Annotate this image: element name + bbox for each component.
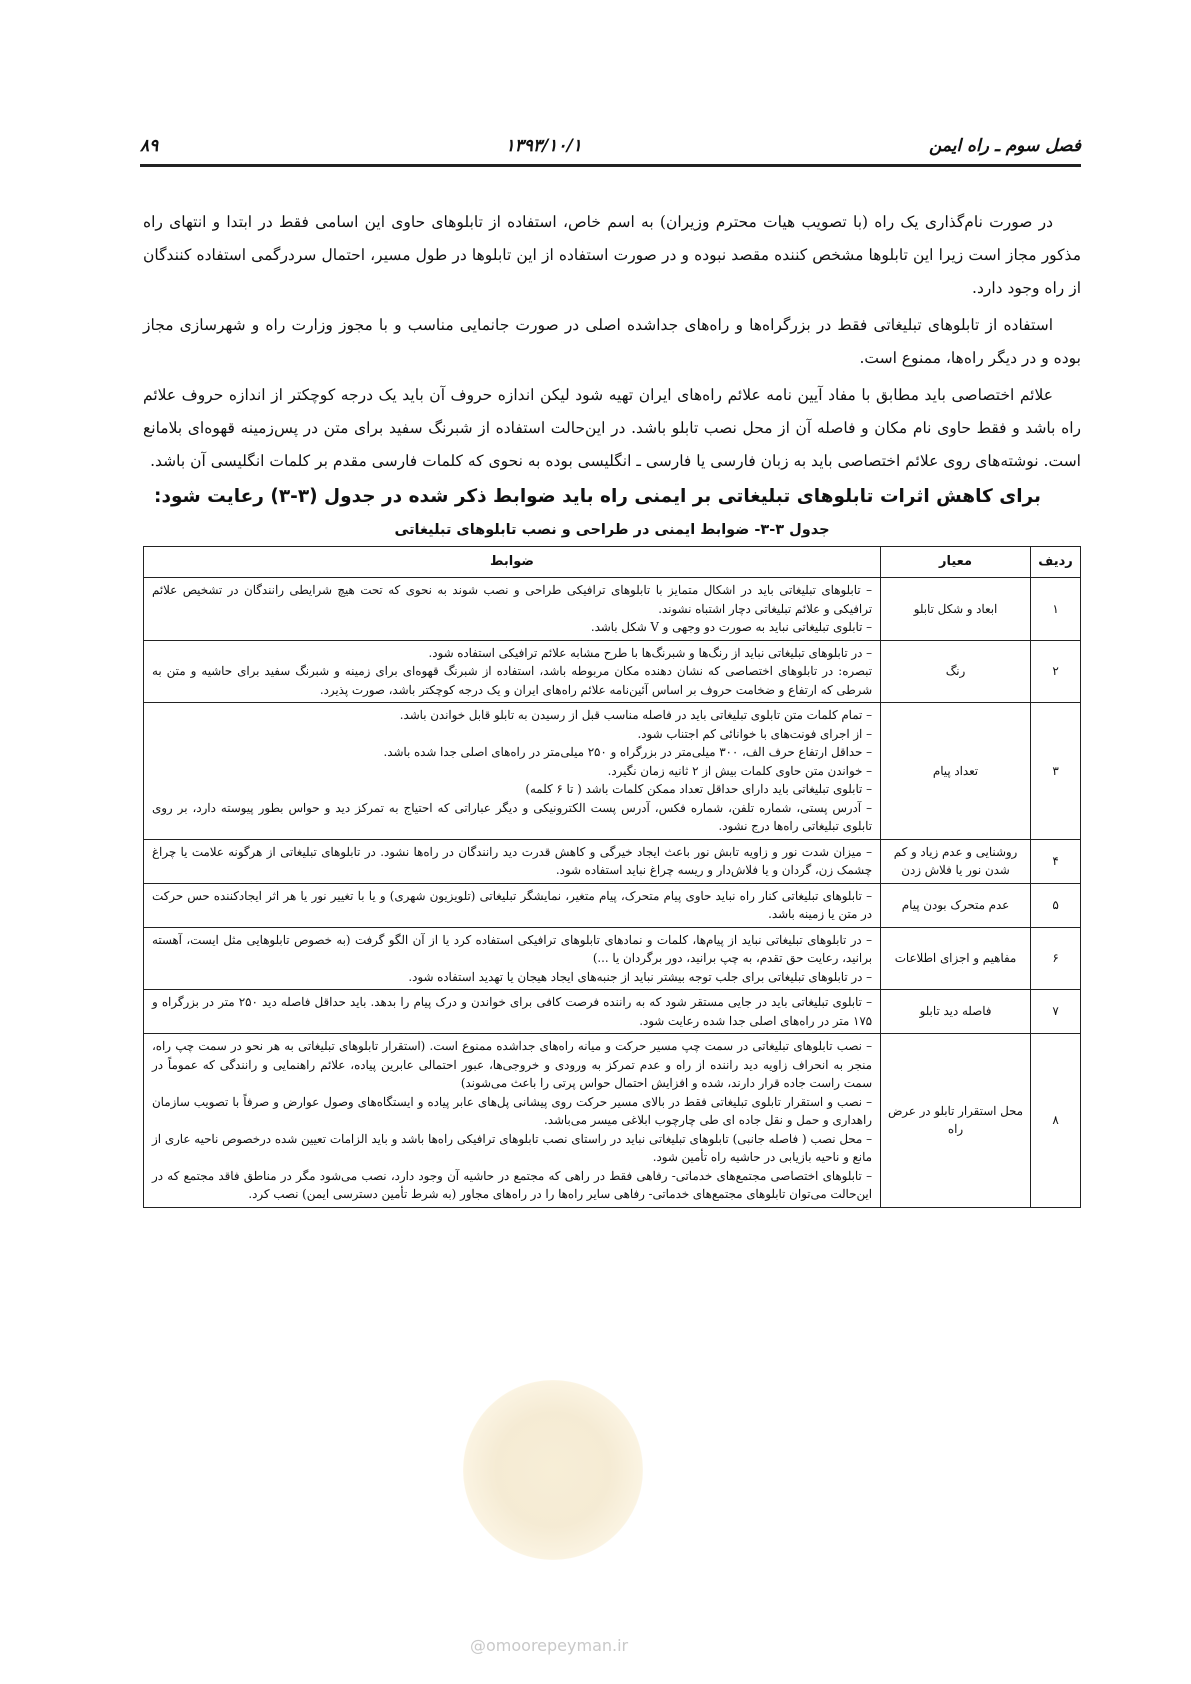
row-number: ۸ (1031, 1034, 1081, 1208)
row-rules (144, 839, 881, 883)
table-row (144, 927, 1081, 990)
row-criterion: محل استقرار تابلو در عرض راه (881, 1034, 1031, 1208)
rule-item: – حداقل ارتفاع حرف الف، ۳۰۰ میلی‌متر در بزرگراه و ۲۵۰ میلی‌متر در راه‌های اصلی جدا شده باشد. (383, 745, 872, 759)
row-rules (144, 883, 881, 927)
rule-item: – در تابلوهای تبلیغاتی نباید از پیام‌ها، کلمات و نمادهای تابلوهای ترافیکی استفاده کرد یا از آن الگو گرفت (به خصوص تابلوهایی مثل ایست، آهسته برانید، رعایت حق تقدم، به چپ برانید، دور برگردان یا ...) (152, 932, 872, 965)
watermark-text: @omoorepeyman.ir (470, 1636, 629, 1655)
row-number: ۶ (1031, 927, 1081, 990)
row-criterion: ابعاد و شکل تابلو (881, 578, 1031, 641)
table-header-row (144, 547, 1081, 578)
rule-item: – میزان شدت نور و زاویه تابش نور باعث ایجاد خیرگی و کاهش قدرت دید رانندگان در راه‌ها نشود. در تابلوهای تبلیغاتی از هرگونه علامت یا چراغ چشمک زن، گردان و یا فلاش‌دار و ریسه چراغ نباید استفاده شود. (152, 844, 872, 877)
table-body (144, 578, 1081, 1208)
paragraph: در صورت نام‌گذاری یک راه (با تصویب هیات محترم وزیران) به اسم خاص، استفاده از تابلوهای حاوی این اسامی فقط در ابتدا و انتهای راه مذکور مجاز است زیرا این تابلوها مشخص کننده مقصد نبوده و در صورت استفاده از این تابلوها در طول مسیر، احتمال سردرگمی استفاده کنندگان از راه وجود دارد. (143, 213, 1081, 297)
row-number: ۲ (1031, 640, 1081, 703)
header-criterion: معیار (881, 547, 1031, 578)
table-row (144, 839, 1081, 883)
rule-item: – در تابلوهای تبلیغاتی نباید از رنگ‌ها و شبرنگ‌ها با طرح مشابه علائم ترافیکی استفاده شود. (428, 645, 872, 660)
rule-item: – تابلوهای اختصاصی مجتمع‌های خدماتی- رفاهی فقط در راهی که مجتمع در حاشیه آن وجود دارد، نصب می‌شود مگر در مناطق فاقد مجتمع که در این‌حالت می‌توان تابلوهای مجتمع‌های خدماتی- رفاهی سایر راه‌ها را در راه‌های مجاور (به شرط تأمین دسترسی ایمن) نصب کرد. (152, 1168, 872, 1201)
row-criterion: تعداد پیام (881, 703, 1031, 840)
table-row (144, 578, 1081, 641)
rule-item: تبصره: در تابلوهای اختصاصی که نشان دهنده مکان مربوطه باشد، استفاده از شبرنگ قهوه‌ای برای زمینه و شبرنگ سفید برای حاشیه و متن به شرطی که ارتفاع و ضخامت حروف بر اساس آئین‌نامه علائم راه‌های ایران و یک درجه کوچکتر باشد، صورت پذیرد. (152, 664, 872, 697)
rule-item: – خواندن متن حاوی کلمات بیش از ۲ ثانیه زمان نگیرد. (607, 763, 872, 778)
rule-item: – آدرس پستی، شماره تلفن، شماره فکس، آدرس پست الکترونیکی و دیگر عباراتی که احتیاج به تمرکز دید و حواس بطور پیوسته دارد، بر روی تابلوی تبلیغاتی راه‌ها درج نشود. (152, 800, 872, 833)
table-row (144, 1034, 1081, 1208)
rule-item: – در تابلوهای تبلیغاتی برای جلب توجه بیشتر نباید از جنبه‌های ایجاد هیجان یا تهدید استفاده شود. (408, 969, 872, 984)
seal-watermark-icon (463, 1380, 643, 1560)
row-criterion: عدم متحرک بودن پیام (881, 883, 1031, 927)
rule-item: – نصب و استقرار تابلوی تبلیغاتی فقط در بالای مسیر حرکت روی پیشانی پل‌های عابر پیاده و ایستگاه‌های وصول عوارض و صرفاً با تصویب سازمان راهداری و حمل و نقل جاده ای طی چارچوب ابلاغی میسر می‌باشد. (152, 1094, 872, 1127)
rule-item: – تابلوهای تبلیغاتی کنار راه نباید حاوی پیام متحرک، پیام متغیر، نمایشگر تبلیغاتی (تلویزیون شهری) و یا با تغییر نور یا هر اثر ایجادکننده حس حرکت در متن یا زمینه باشد. (152, 888, 872, 921)
row-criterion: روشنایی و عدم زیاد و کم شدن نور یا فلاش زدن (881, 839, 1031, 883)
row-rules (144, 990, 881, 1034)
table-row (144, 990, 1081, 1034)
row-number: ۱ (1031, 578, 1081, 641)
rule-item: – از اجرای فونت‌های با خوانائی کم اجتناب شود. (637, 726, 872, 741)
row-rules (144, 640, 881, 703)
main-content (143, 206, 1081, 1208)
table-row (144, 640, 1081, 703)
page-header (140, 128, 1081, 167)
row-number: ۳ (1031, 703, 1081, 840)
row-rules (144, 578, 881, 641)
paragraph: علائم اختصاصی باید مطابق با مفاد آیین نامه علائم راه‌های ایران تهیه شود لیکن اندازه حروف آن باید یک درجه کوچکتر از اندازه حروف علائم راه باشد و فقط حاوی نام مکان و فاصله آن از محل نصب تابلو باشد. در این‌حالت استفاده از شبرنگ سفید برای متن در پس‌زمینه قهوه‌ای بلامانع است. نوشته‌های روی علائم اختصاصی باید به زبان فارسی یا فارسی ـ انگلیسی بوده به نحوی که کلمات فارسی مقدم بر کلمات انگلیسی آن باشد. (143, 386, 1081, 470)
rules-table (143, 546, 1081, 1208)
row-rules (144, 1034, 881, 1208)
chapter-title: فصل سوم ـ راه ایمن (928, 136, 1081, 156)
table-caption: جدول ۳-۳- ضوابط ایمنی در طراحی و نصب تابلوهای تبلیغاتی (394, 522, 830, 538)
table-row (144, 883, 1081, 927)
row-number: ۷ (1031, 990, 1081, 1034)
header-rules: ضوابط (144, 547, 881, 578)
rule-item: – محل نصب ( فاصله جانبی) تابلوهای تبلیغاتی نباید در راستای نصب تابلوهای ترافیکی راه‌ها باشد و باید الزامات تعیین شده درخصوص ناحیه عاری از مانع و ناحیه بازیابی در حاشیه راه تأمین شود. (152, 1131, 872, 1164)
rule-item: – تابلوی تبلیغاتی نباید به صورت دو وجهی و V شکل باشد. (590, 620, 872, 634)
rule-item: – نصب تابلوهای تبلیغاتی در سمت چپ مسیر حرکت و میانه راه‌های جداشده ممنوع است. (استقرار تابلوهای تبلیغاتی به هر نحو در سمت چپ راه، منجر به انحراف زاویه دید راننده از راه و عدم تمرکز به ورودی و خروجی‌ها، عبور احتمالی عابرین پیاده، علائم راهنمایی و رانندگی که عموماً در سمت راست جاده قرار دارند، شده و افزایش احتمال حواس پرتی را باعث می‌شوند) (152, 1039, 872, 1090)
row-rules (144, 703, 881, 840)
paragraph: استفاده از تابلوهای تبلیغاتی فقط در بزرگراه‌ها و راه‌های جداشده اصلی در صورت جانمایی مناسب و با مجوز وزارت راه و شهرسازی مجاز بوده و در دیگر راه‌ها، ممنوع است. (143, 316, 1081, 367)
rule-item: – تابلوی تبلیغاتی باید در جایی مستقر شود که به راننده فرصت کافی برای خواندن و درک پیام را بدهد. باید حداقل فاصله دید ۲۵۰ متر در بزرگراه و ۱۷۵ متر در راه‌های اصلی جدا شده رعایت شود. (152, 995, 872, 1028)
rule-item: – تابلوهای تبلیغاتی باید در اشکال متمایز با تابلوهای ترافیکی طراحی و نصب شوند به نحوی که تحت هیچ شرایطی رانندگان در تشخیص علائم ترافیکی و علائم تبلیغاتی دچار اشتباه نشوند. (152, 583, 872, 616)
rule-item: – تمام کلمات متن تابلوی تبلیغاتی باید در فاصله مناسب قبل از رسیدن به تابلو قابل خواندن باشد. (399, 708, 872, 722)
row-rules (144, 927, 881, 990)
page-number: ۸۹ (140, 136, 159, 156)
row-criterion: فاصله دید تابلو (881, 990, 1031, 1034)
row-criterion: رنگ (881, 640, 1031, 703)
rule-item: – تابلوی تبلیغاتی باید دارای حداقل تعداد ممکن کلمات باشد ( تا ۶ کلمه) (525, 782, 872, 796)
lead-sentence: برای کاهش اثرات تابلوهای تبلیغاتی بر ایمنی راه باید ضوابط ذکر شده در جدول (۳-۳) رعایت شود: (154, 486, 1041, 507)
header-row-num: ردیف (1031, 547, 1081, 578)
row-number: ۵ (1031, 883, 1081, 927)
row-criterion: مفاهیم و اجزای اطلاعات (881, 927, 1031, 990)
row-number: ۴ (1031, 839, 1081, 883)
table-row (144, 703, 1081, 840)
header-date: ۱۳۹۳/۱۰/۱ (505, 136, 582, 156)
